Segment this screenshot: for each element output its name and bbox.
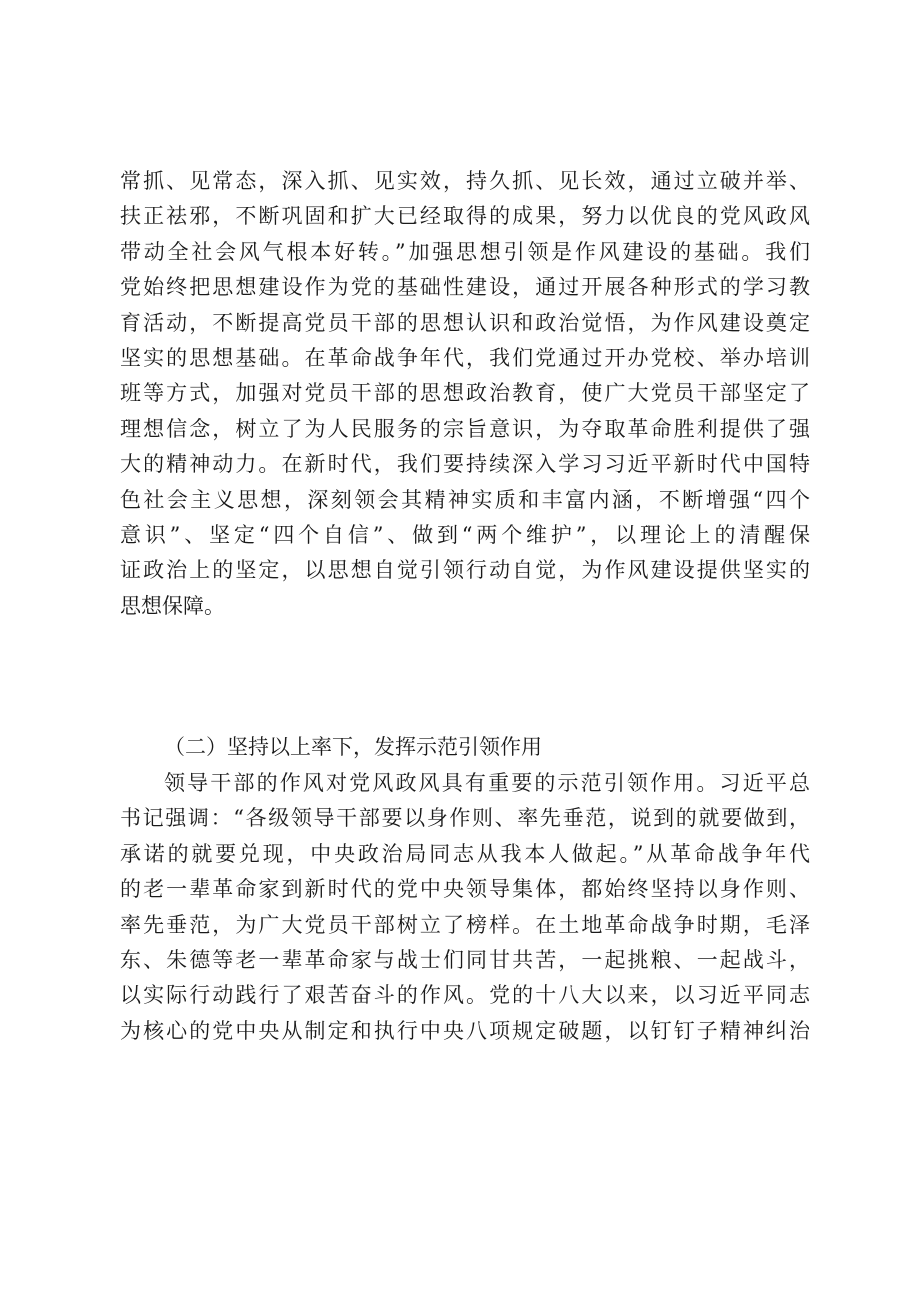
section-heading: （二）坚持以上率下，发挥示范引领作用 bbox=[164, 735, 542, 759]
paragraph-line: 东、朱德等老一辈革命家与战士们同甘共苦，一起挑粮、一起战斗， bbox=[120, 947, 810, 972]
paragraph-continued bbox=[120, 164, 810, 624]
paragraph-line: 为核心的党中央从制定和执行中央八项规定破题，以钉钉子精神纠治 bbox=[120, 1018, 810, 1043]
section-heading-wrapper bbox=[120, 730, 810, 765]
paragraph-line: 育活动，不断提高党员干部的思想认识和政治觉悟，为作风建设奠定 bbox=[120, 310, 810, 335]
paragraph-line: 理想信念，树立了为人民服务的宗旨意识，为夺取革命胜利提供了强 bbox=[120, 416, 810, 441]
paragraph-line: 思想保障。 bbox=[120, 593, 225, 618]
paragraph-line: 的老一辈革命家到新时代的党中央领导集体，都始终坚持以身作则、 bbox=[120, 877, 810, 902]
paragraph-line: 色社会主义思想，深刻领会其精神实质和丰富内涵，不断增强“四个 bbox=[120, 487, 810, 512]
paragraph-line: 带动全社会风气根本好转。”加强思想引领是作风建设的基础。我们 bbox=[120, 239, 810, 264]
paragraph-line: 扶正祛邪，不断巩固和扩大已经取得的成果，努力以优良的党风政风 bbox=[120, 204, 810, 229]
paragraph bbox=[120, 766, 810, 1049]
paragraph-line: 承诺的就要兑现，中央政治局同志从我本人做起。”从革命战争年代 bbox=[120, 841, 810, 866]
paragraph-line: 意识”、坚定“四个自信”、做到“两个维护”，以理论上的清醒保 bbox=[120, 522, 810, 547]
paragraph-line: 党始终把思想建设作为党的基础性建设，通过开展各种形式的学习教 bbox=[120, 275, 810, 300]
paragraph-line: 大的精神动力。在新时代，我们要持续深入学习习近平新时代中国特 bbox=[120, 452, 810, 477]
paragraph-line: 领导干部的作风对党风政风具有重要的示范引领作用。习近平总 bbox=[164, 771, 810, 795]
paragraph-line: 书记强调：“各级领导干部要以身作则、率先垂范，说到的就要做到， bbox=[120, 806, 810, 831]
paragraph-line: 常抓、见常态，深入抓、见实效，持久抓、见长效，通过立破并举、 bbox=[120, 169, 810, 193]
paragraph-line: 以实际行动践行了艰苦奋斗的作风。党的十八大以来，以习近平同志 bbox=[120, 983, 810, 1008]
paragraph-line: 率先垂范，为广大党员干部树立了榜样。在土地革命战争时期，毛泽 bbox=[120, 912, 810, 937]
paragraph-line: 班等方式，加强对党员干部的思想政治教育，使广大党员干部坚定了 bbox=[120, 381, 810, 406]
paragraph-line: 坚实的思想基础。在革命战争年代，我们党通过开办党校、举办培训 bbox=[120, 345, 810, 370]
paragraph-line: 证政治上的坚定，以思想自觉引领行动自觉，为作风建设提供坚实的 bbox=[120, 558, 810, 583]
